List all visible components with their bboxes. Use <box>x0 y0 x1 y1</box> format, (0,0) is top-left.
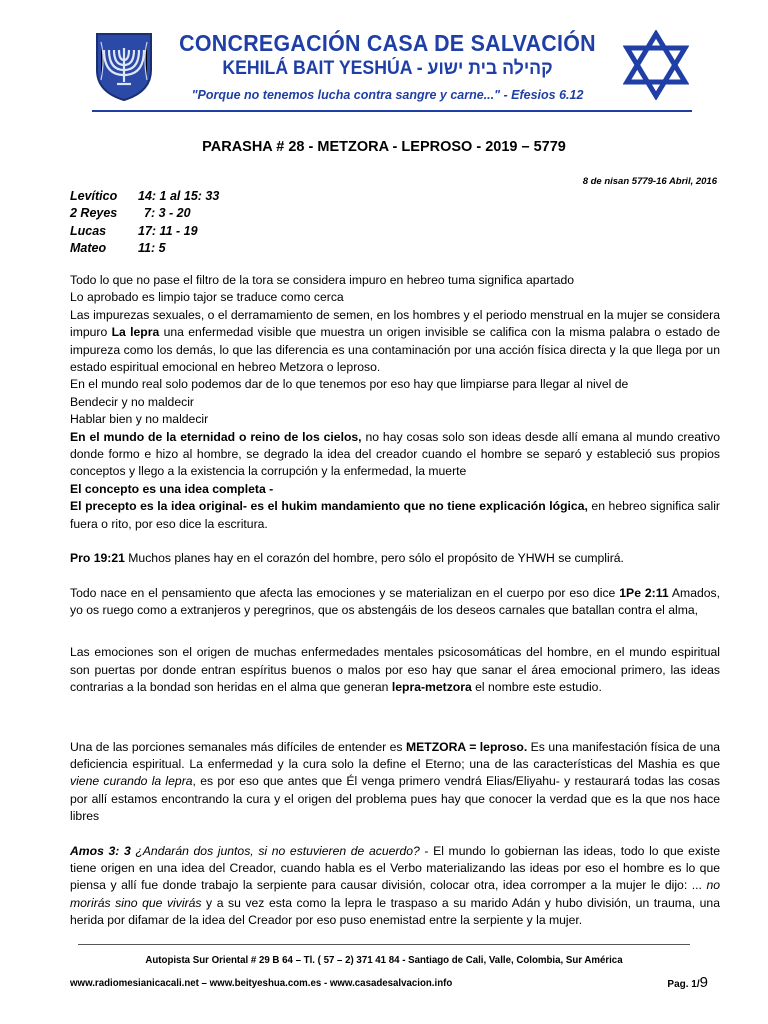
org-subtitle: KEHILÁ BAIT YESHÚA - קהילה בית ישוע <box>222 58 553 79</box>
reference-verse: 17: 11 - 19 <box>138 223 198 238</box>
paragraph: Lo aprobado es limpio tajor se traduce como cerca <box>70 290 344 305</box>
page-number: Pag. 1/9 <box>667 974 708 991</box>
reference-row <box>70 205 219 222</box>
header-divider <box>92 110 692 112</box>
paragraph: Una de las porciones semanales más difíciles de entender es METZORA = leproso. Es una manifestación física de una deficiencia espiritual. La enfermedad y la cura solo la define el Eterno; una de las características del Mashia es que viene curando la lepra, es por eso que antes que Él venga primero vendrá Elias/Eliyahu- y restaurará todas las cosas por allí estamos encontrando la cura y el origen del problema pues hay que conocer la verdad que es la que nos hace libres <box>70 739 721 824</box>
document-body <box>70 272 720 930</box>
footer-address: Autopista Sur Oriental # 29 B 64 – Tl. ( 57 – 2) 371 41 84 - Santiago de Cali, Valle, Colombia, Sur América <box>145 955 623 966</box>
menorah-emblem-icon <box>93 30 155 102</box>
reference-book: Lucas <box>70 223 107 238</box>
reference-row <box>70 240 219 257</box>
reference-row <box>70 223 219 240</box>
paragraph: Las impurezas sexuales, o el derramamiento de semen, en los hombres y el periodo menstrual en la mujer se considera impuro La lepra una enfermedad visible que muestra un origen invisible se califica con la misma palabra o estado de impureza como los demás, lo que las diferencia es una contaminación por una acción física directa y la que llega por un estado espiritual emocional en hebreo Metzora o leproso. <box>70 307 720 375</box>
paragraph: En el mundo real solo podemos dar de lo que tenemos por eso hay que limpiarse para llegar al nivel de <box>70 377 629 392</box>
footer-links[interactable]: www.radiomesianicacali.net – www.beityeshua.com.es - www.casadesalvacion.info <box>70 978 453 989</box>
reference-book: 2 Reyes <box>70 206 118 221</box>
reference-book: Levítico <box>70 189 118 203</box>
paragraph: El precepto es la idea original- es el hukim mandamiento que no tiene explicación lógica, en hebreo significa salir fuera o rito, por eso dice la escritura. <box>70 499 720 531</box>
org-quote: "Porque no tenemos lucha contra sangre y carne..." - Efesios 6.12 <box>191 88 584 102</box>
paragraph: El concepto es una idea completa - <box>70 481 274 496</box>
paragraph: En el mundo de la eternidad o reino de los cielos, no hay cosas solo son ideas desde allí emana al mundo creativo donde formo e hizo al hombre, se degrado la idea del creador cuando el hombre se separó y estableció sus propios conceptos y llego a la existencia la corrupción y la enfermedad, la muerte <box>70 429 721 479</box>
reference-book: Mateo <box>70 240 107 255</box>
reference-verse: 14: 1 al 15: 33 <box>138 189 220 203</box>
paragraph: Pro 19:21 Muchos planes hay en el corazón del hombre, pero sólo el propósito de YHWH se cumplirá. <box>70 551 624 566</box>
paragraph: Bendecir y no maldecir <box>70 394 194 409</box>
reference-row <box>70 188 219 205</box>
page-title: PARASHA # 28 - METZORA - LEPROSO - 2019 – 5779 <box>202 139 566 155</box>
paragraph: Las emociones son el origen de muchas enfermedades mentales psicosomáticas del hombre, en el mundo espiritual son puertas por donde entran espíritus buenos o malos por eso hay que sanar el área emocional primero, las ideas contrarias a la bondad son heridas en el alma que generan lepra-metzora el nombre este estudio. <box>70 645 720 695</box>
paragraph: Todo nace en el pensamiento que afecta las emociones y se materializan en el cuerpo por eso dice 1Pe 2:11 Amados, yo os ruego como a extranjeros y peregrinos, que os abstengáis de los deseos carnales que batallan contra el alma, <box>70 585 721 617</box>
reference-verse: 11: 5 <box>138 240 166 255</box>
document-date: 8 de nisan 5779-16 Abril, 2016 <box>582 176 717 187</box>
footer-divider <box>78 944 690 945</box>
scripture-references <box>70 188 219 257</box>
reference-verse: 7: 3 - 20 <box>144 206 191 221</box>
paragraph: Amos 3: 3 ¿Andarán dos juntos, si no estuvieren de acuerdo? - El mundo lo gobiernan las ideas, todo lo que existe tiene origen en una idea del Creador, cuando habla es el Verbo materializando las ideas por eso el hombre es lo que piensa y allí fue donde trabajo la serpiente para causar división, colocar otra, idea corromper a la mujer le dijo: ... no morirás sino que vivirás y a su vez esta como la lepra le traspaso a su marido Adán y hubo división, un trauma, una herida por difamar de la idea del Creador por eso puso enemistad entre la serpiente y la mujer. <box>70 843 720 928</box>
org-name: CONCREGACIÓN CASA DE SALVACIÓN <box>179 30 596 56</box>
paragraph: Todo lo que no pase el filtro de la tora se considera impuro en hebreo tuma significa apartado <box>70 273 575 287</box>
star-of-david-icon <box>623 30 689 100</box>
paragraph: Hablar bien y no maldecir <box>70 412 209 427</box>
